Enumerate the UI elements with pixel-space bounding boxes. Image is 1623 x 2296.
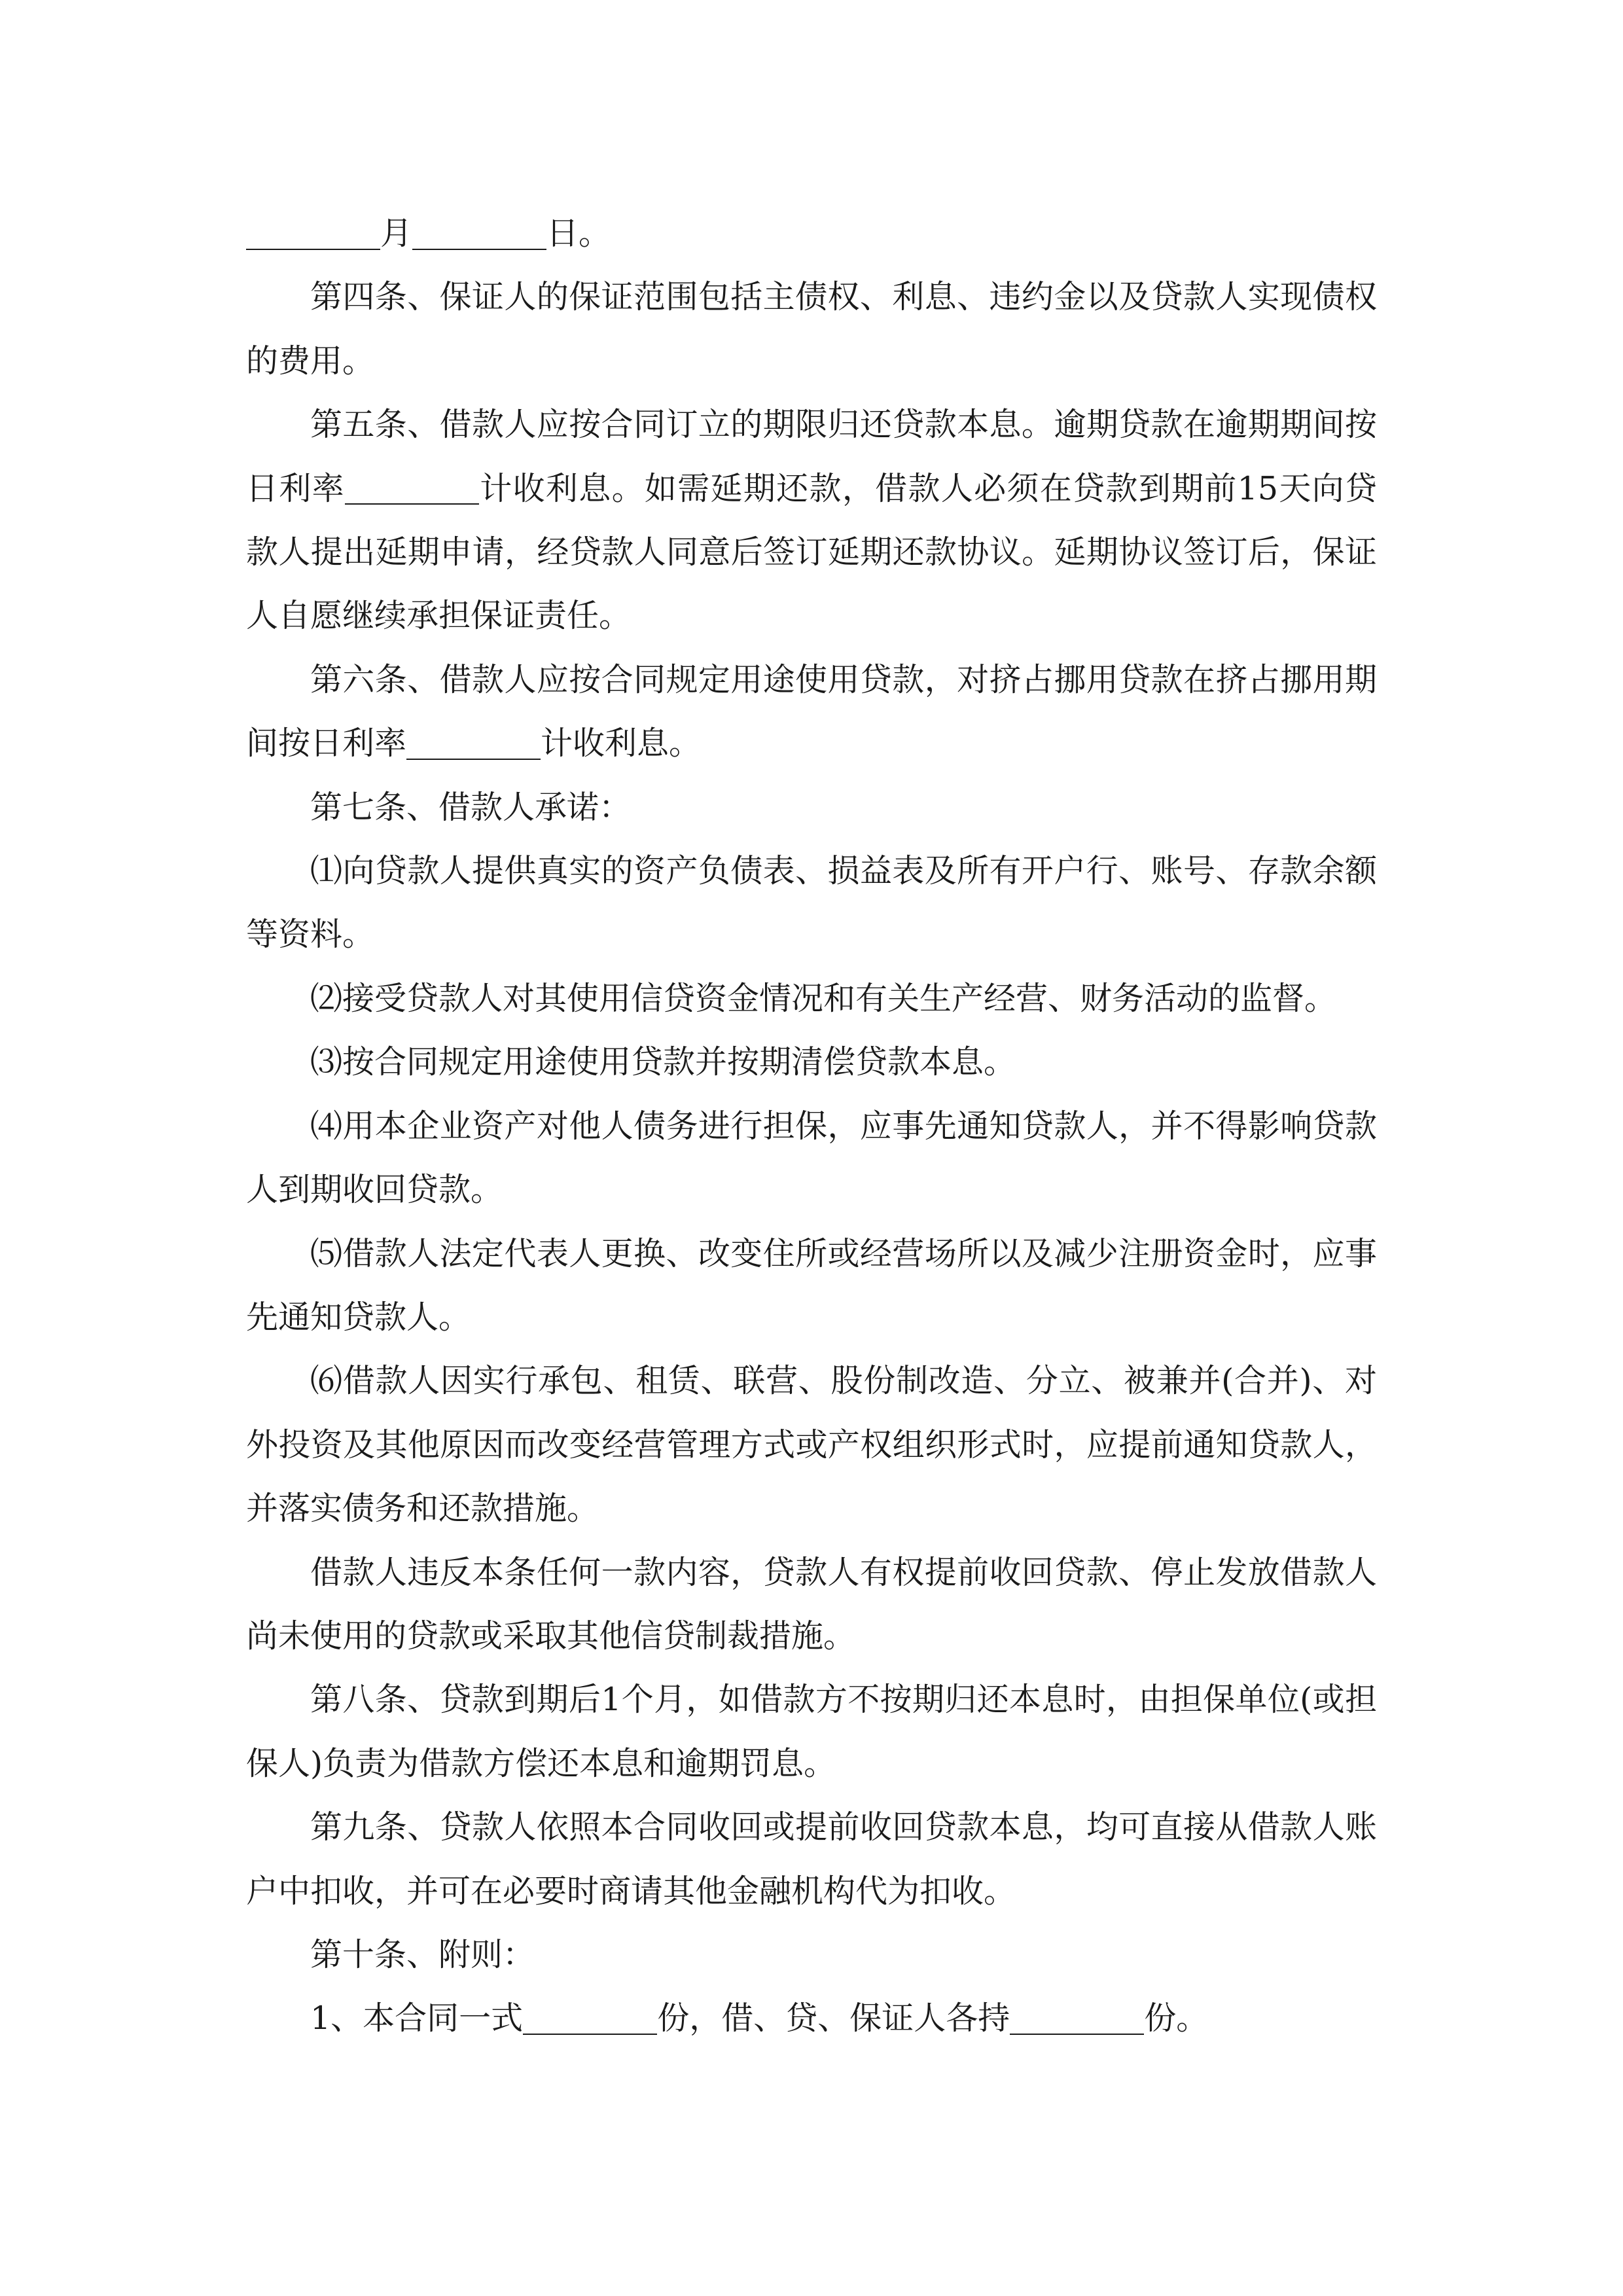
- document-body: [246, 202, 1377, 2051]
- day-label: 日。: [546, 215, 611, 252]
- article-7-breach: 借款人违反本条任何一款内容，贷款人有权提前收回贷款、停止发放借款人尚未使用的贷款或采取其他信贷制裁措施。: [246, 1553, 1377, 1655]
- article-5-text-a: 第五条、借款人应按合同订立的期限归还贷款本息。逾期贷款在逾期期间按日利率: [246, 406, 1377, 507]
- article-5: [246, 393, 1377, 648]
- article-10-item-1-text-b: 份，借、贷、保证人各持: [657, 2000, 1010, 2037]
- article-7-item-6: ⑹借款人因实行承包、租赁、联营、股份制改造、分立、被兼并(合并)、对外投资及其他原因而改变经营管理方式或产权组织形式时，应提前通知贷款人，并落实债务和还款措施。: [246, 1362, 1377, 1528]
- blank-misuse-rate: [406, 726, 541, 760]
- article-6: [246, 648, 1377, 776]
- article-8: 第八条、贷款到期后1个月，如借款方不按期归还本息时，由担保单位(或担保人)负责为借款方偿还本息和逾期罚息。: [246, 1681, 1377, 1782]
- article-10-item-1: [246, 1986, 1377, 2050]
- blank-overdue-rate: [345, 471, 479, 505]
- article-7-title: 第七条、借款人承诺：: [310, 788, 632, 826]
- article-7-item-1: ⑴向贷款人提供真实的资产负债表、损益表及所有开户行、账号、存款余额等资料。: [246, 852, 1377, 954]
- article-6-text-a: 第六条、借款人应按合同规定用途使用贷款，对挤占挪用贷款在挤占挪用期间按日利率: [246, 660, 1377, 762]
- blank-copies: [523, 2001, 657, 2035]
- article-10-item-1-text-c: 份。: [1144, 2000, 1209, 2037]
- article-7-item-5: ⑸借款人法定代表人更换、改变住所或经营场所以及减少注册资金时，应事先通知贷款人。: [246, 1234, 1377, 1336]
- article-6-text-b: 计收利息。: [541, 725, 702, 762]
- blank-day: [412, 217, 546, 250]
- article-10-title: 第十条、附则：: [310, 1935, 535, 1973]
- article-5-text-b: 计收利息。如需延期还款，借款人必须在贷款到期前15天向贷款人提出延期申请，经贷款人同意后签订延期还款协议。延期协议签订后，保证人自愿继续承担保证责任。: [246, 469, 1377, 635]
- date-line: [246, 202, 1377, 265]
- article-10-item-1-text-a: 1、本合同一式: [310, 2000, 524, 2037]
- article-4: 第四条、保证人的保证范围包括主债权、利息、违约金以及贷款人实现债权的费用。: [246, 278, 1377, 380]
- article-7-item-4: ⑷用本企业资产对他人债务进行担保，应事先通知贷款人，并不得影响贷款人到期收回贷款。: [246, 1107, 1377, 1209]
- blank-copies-each: [1010, 2001, 1144, 2035]
- blank-month: [246, 217, 380, 250]
- article-7-item-2: ⑵接受贷款人对其使用信贷资金情况和有关生产经营、财务活动的监督。: [310, 979, 1337, 1017]
- article-9: 第九条、贷款人依照本合同收回或提前收回贷款本息，均可直接从借款人账户中扣收，并可在必要时商请其他金融机构代为扣收。: [246, 1808, 1377, 1910]
- article-7-item-3: ⑶按合同规定用途使用贷款并按期清偿贷款本息。: [310, 1043, 1016, 1081]
- month-label: 月: [380, 215, 413, 252]
